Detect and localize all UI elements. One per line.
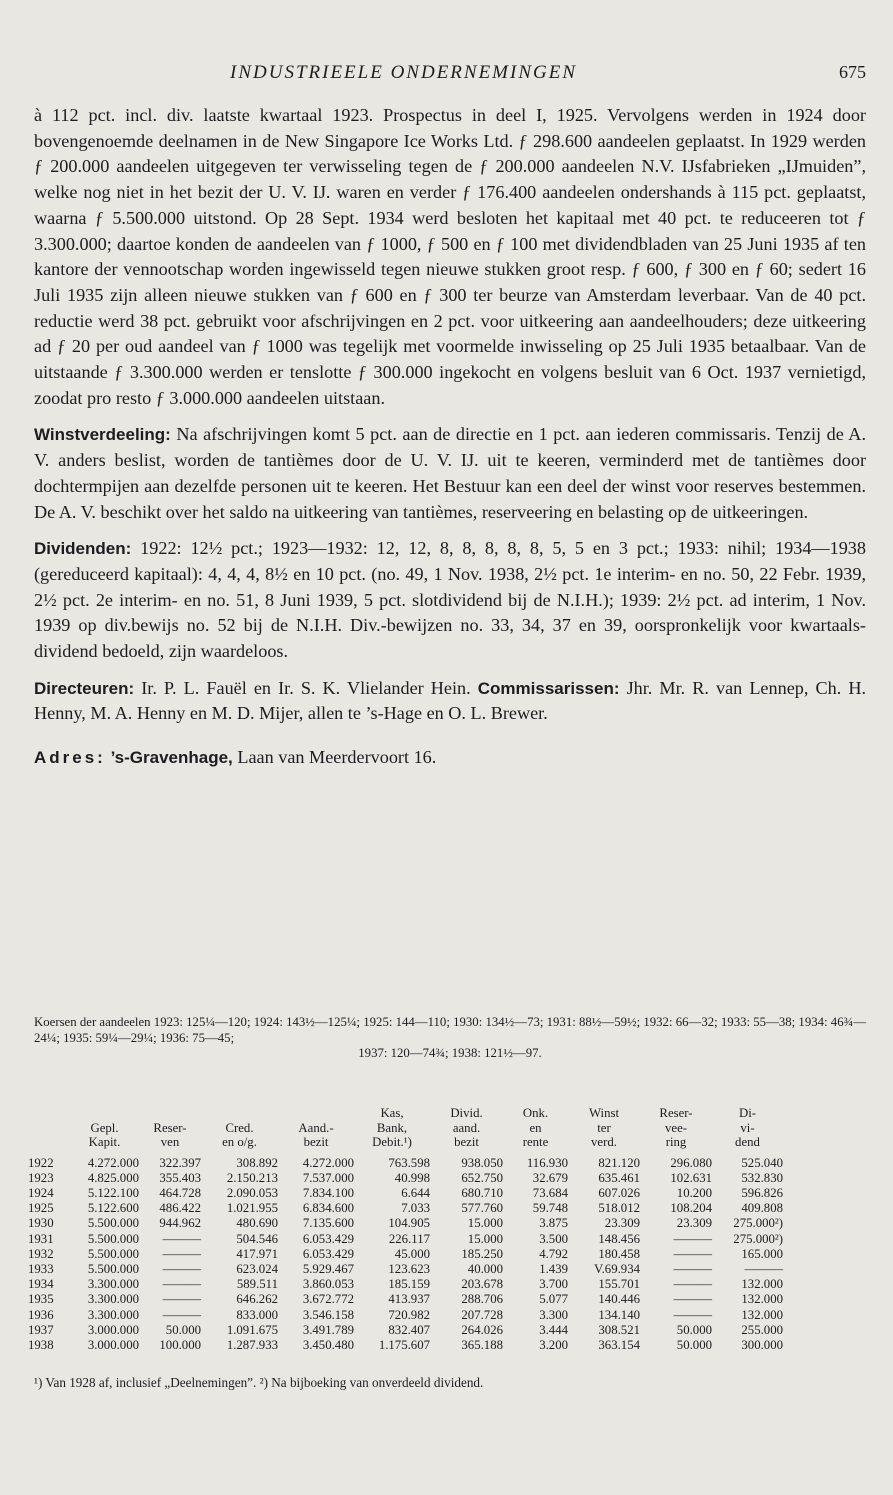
year-cell: 1936: [28, 1307, 54, 1322]
directors-text: Ir. P. L. Fauël en Ir. S. K. Vlielander Hein.: [134, 677, 478, 698]
table-cell: 4.825.000: [87, 1170, 139, 1185]
table-row: [28, 1156, 783, 1171]
table-cell: 50.000: [676, 1337, 712, 1352]
table-cell: 6.834.600: [302, 1201, 354, 1216]
table-cell: 3.860.053: [302, 1277, 354, 1292]
address-city: ’s-Gravenhage,: [105, 748, 233, 768]
table-cell: 32.679: [532, 1170, 568, 1185]
table-cell: 132.000: [741, 1292, 783, 1307]
table-cell: 185.159: [388, 1277, 430, 1292]
share-prices: [34, 1015, 866, 1062]
column-header: Gepl. Kapit.: [88, 1120, 121, 1149]
dividends-label: Dividenden:: [34, 539, 132, 559]
table-cell: 308.521: [598, 1322, 640, 1337]
table-cell: 480.690: [236, 1216, 278, 1231]
column-header: [28, 1106, 70, 1156]
table-cell: 140.446: [598, 1292, 640, 1307]
table-cell: 308.892: [236, 1155, 278, 1170]
table-cell: 1.091.675: [226, 1322, 278, 1337]
table-cell: 680.710: [461, 1185, 503, 1200]
year-cell: 1924: [28, 1185, 54, 1200]
column-header: Reser- vee- ring: [659, 1106, 693, 1149]
table-cell: 596.826: [741, 1185, 783, 1200]
table-cell: 108.204: [670, 1201, 712, 1216]
address-label: Adres:: [34, 748, 106, 768]
table-cell: ———: [673, 1307, 712, 1322]
table-cell: 5.122.100: [87, 1185, 139, 1200]
table-cell: 2.150.213: [226, 1170, 278, 1185]
table-cell: 255.000: [741, 1322, 783, 1337]
table-cell: 180.458: [598, 1246, 640, 1261]
table-cell: 409.808: [741, 1201, 783, 1216]
table-cell: 4.272.000: [87, 1155, 139, 1170]
table-row: [28, 1262, 783, 1277]
table-cell: 2.090.053: [226, 1185, 278, 1200]
table-cell: 3.491.789: [302, 1322, 354, 1337]
table-cell: 6.644: [401, 1185, 430, 1200]
column-header: Di- vi- dend: [735, 1106, 760, 1149]
table-cell: 3.672.772: [302, 1292, 354, 1307]
table-cell: 1.439: [539, 1261, 568, 1276]
table-cell: ———: [673, 1292, 712, 1307]
table-cell: 155.701: [598, 1277, 640, 1292]
table-cell: 635.461: [598, 1170, 640, 1185]
table-cell: 5.500.000: [87, 1246, 139, 1261]
table-cell: ———: [162, 1292, 201, 1307]
column-header: Onk. en rente: [522, 1106, 549, 1149]
table-row: [28, 1232, 783, 1247]
table-cell: 10.200: [676, 1185, 712, 1200]
table-cell: 3.000.000: [87, 1322, 139, 1337]
table-cell: ———: [673, 1246, 712, 1261]
page-number: 675: [839, 62, 866, 82]
table-cell: 518.012: [598, 1201, 640, 1216]
commissioners-text: Jhr. Mr. R. van Lennep, Ch. H. Henny, M. A. Henny en M. D. Mijer, allen te ’s-Hage en O. L. Brewer.: [34, 677, 867, 724]
table-cell: 1.287.933: [226, 1337, 278, 1352]
capital-history-paragraph: à 112 pct. incl. div. laatste kwartaal 1923. Prospectus in deel I, 1925. Vervolgens werden in 1924 door bovengenoemde deelnamen in de New Singapore Ice Works Ltd. ƒ 298.600 aandeelen geplaatst. In 1929 werden ƒ 200.000 aandeelen uitgegeven ter verwisseling tegen de ƒ 200.000 aandeelen N.V. IJsfabrieken „IJmuiden”, welke nog niet in het bezit der U. V. IJ. waren en verder ƒ 176.400 aandeelen ondershands à 115 pct. geplaatst, waarna ƒ 5.500.000 uitstond. Op 28 Sept. 1934 werd besloten het kapitaal met 40 pct. te reduceeren tot ƒ 3.300.000; daartoe konden de aandeelen van ƒ 1000, ƒ 500 en ƒ 100 met dividendbladen van 25 Juni 1935 af ten kantore der vennootschap worden ingewisseld tegen nieuwe stukken groot resp. ƒ 600, ƒ 300 en ƒ 60; sedert 16 Juli 1935 zijn alleen nieuwe stukken van ƒ 600 en ƒ 300 ter beurze van Amsterdam leverbaar. Van de 40 pct. reductie werd 38 pct. gebruikt voor afschrijvingen en 2 pct. voor uitkeering aan aandeelhouders; deze uitkeering ad ƒ 20 per oud aandeel van ƒ 1000 was tegelijk met voormelde inwisseling op 25 Juli 1935 betaalbaar. Van de uitstaande ƒ 3.300.000 werden er tenslotte ƒ 300.000 ingekocht en volgens besluit van 6 Oct. 1937 vernietigd, zoodat pro resto ƒ 3.000.000 aandeelen uitstaan.: [34, 105, 866, 408]
table-row: [28, 1338, 783, 1353]
table-row: [28, 1201, 783, 1216]
table-cell: 504.546: [236, 1231, 278, 1246]
table-cell: ———: [744, 1261, 783, 1276]
share-prices-line: Koersen der aandeelen 1923: 125¼—120; 1924: 143½—125¼; 1925: 144—110; 1930: 134½—73; 1931: 88½—59½; 1932: 66—32; 1933: 55—38; 1934: 46¾—24¼; 1935: 59¼—29¼; 1936: 75—45;: [34, 1015, 866, 1045]
table-cell: 763.598: [388, 1155, 430, 1170]
column-header: Kas, Bank, Debit.¹): [372, 1106, 412, 1149]
table-cell: 577.760: [461, 1201, 503, 1216]
table-cell: 100.000: [159, 1337, 201, 1352]
table-cell: 40.998: [394, 1170, 430, 1185]
profit-distribution-text: Na afschrijvingen komt 5 pct. aan de directie en 1 pct. aan iederen commissaris. Tenzij de A. V. anders beslist, worden de tantièmes door de U. V. IJ. uit te keeren, verminderd met de tantièmes door dochtermpijen aan dezelfde personen uit te keeren. Het Bestuur kan een deel der winst voor reserves bestemmen. De A. V. beschikt over het saldo na uitkeering van tantièmes, reserveering en belasting op de uitkeeringen.: [34, 424, 866, 522]
column-header: Divid. aand. bezit: [450, 1106, 483, 1149]
table-cell: 3.300.000: [87, 1277, 139, 1292]
running-title: INDUSTRIEELE ONDERNEMINGEN: [230, 62, 578, 83]
table-cell: ———: [162, 1261, 201, 1276]
management-paragraph: [34, 676, 866, 727]
profit-distribution-label: Winstverdeeling:: [34, 425, 171, 445]
share-prices-line: 1937: 120—74¾; 1938: 121½—97.: [358, 1046, 542, 1061]
table-cell: ———: [162, 1246, 201, 1261]
table-cell: 7.135.600: [302, 1216, 354, 1231]
table-cell: 3.546.158: [302, 1307, 354, 1322]
directors-label: Directeuren:: [34, 678, 135, 698]
year-cell: 1933: [28, 1261, 54, 1276]
table-row: [28, 1247, 783, 1262]
year-cell: 1925: [28, 1201, 54, 1216]
table-cell: 821.120: [598, 1155, 640, 1170]
table-cell: 165.000: [741, 1246, 783, 1261]
table-cell: 3.000.000: [87, 1337, 139, 1352]
table-cell: 185.250: [461, 1246, 503, 1261]
table-cell: 116.930: [526, 1155, 568, 1170]
year-cell: 1922: [28, 1155, 54, 1170]
table-cell: 5.500.000: [87, 1231, 139, 1246]
year-cell: 1931: [28, 1231, 54, 1246]
table-cell: 464.728: [159, 1185, 201, 1200]
table-cell: V.69.934: [594, 1261, 640, 1276]
table-cell: 3.500: [539, 1231, 568, 1246]
table-header-row: [28, 1106, 783, 1156]
table-row: [28, 1186, 783, 1201]
column-header: Reser- ven: [153, 1120, 187, 1149]
column-header: Winst ter verd.: [588, 1106, 620, 1149]
table-cell: 203.678: [461, 1277, 503, 1292]
table-cell: 623.024: [236, 1261, 278, 1276]
table-cell: 288.706: [461, 1292, 503, 1307]
table-cell: 525.040: [741, 1155, 783, 1170]
table-cell: 102.631: [670, 1170, 712, 1185]
dividends-text: 1922: 12½ pct.; 1923—1932: 12, 12, 8, 8, 8, 8, 8, 5, 5 en 3 pct.; 1933: nihil; 1934—1938 (gereduceerd kapitaal): 4, 4, 4, 8½ en 10 pct. (no. 49, 1 Nov. 1938, 2½ pct. 1e interim- en no. 50, 22 Febr. 1939, 2½ pct. 2e interim- en no. 51, 8 Juni 1939, 5 pct. slotdividend bij de N.I.H.); 1939: 2½ pct. ad interim, 1 Nov. 1939 op div.bewijs no. 52 bij de N.I.H. Div.-bewijzen no. 33, 34, 37 en 39, oorspronkelijk voor kwartaals-dividend bedoeld, zijn waardeloos.: [34, 538, 866, 662]
table-cell: 532.830: [741, 1170, 783, 1185]
address-street: Laan van Meerdervoort 16.: [232, 747, 437, 768]
table-cell: 207.728: [461, 1307, 503, 1322]
table-cell: 7.537.000: [302, 1170, 354, 1185]
column-header: Cred. en o/g.: [222, 1120, 257, 1149]
table-cell: ———: [162, 1307, 201, 1322]
table-row: [28, 1292, 783, 1307]
table-cell: 5.500.000: [87, 1216, 139, 1231]
table-cell: 300.000: [741, 1337, 783, 1352]
table-cell: 104.905: [388, 1216, 430, 1231]
table-cell: 275.000²): [733, 1231, 783, 1246]
company-description: [34, 103, 866, 771]
year-cell: 1934: [28, 1277, 54, 1292]
table-cell: 1.021.955: [226, 1201, 278, 1216]
table-cell: 646.262: [236, 1292, 278, 1307]
table-cell: ———: [162, 1277, 201, 1292]
table-cell: 365.188: [461, 1337, 503, 1352]
year-cell: 1923: [28, 1170, 54, 1185]
table-cell: 23.309: [604, 1216, 640, 1231]
commissioners-label: Commissarissen:: [477, 678, 620, 698]
table-cell: 296.080: [670, 1155, 712, 1170]
table-cell: 264.026: [461, 1322, 503, 1337]
table-cell: 226.117: [388, 1231, 430, 1246]
table-cell: 7.033: [401, 1201, 430, 1216]
table-cell: 148.456: [598, 1231, 640, 1246]
year-cell: 1937: [28, 1322, 54, 1337]
table-cell: 363.154: [598, 1337, 640, 1352]
table-cell: 23.309: [676, 1216, 712, 1231]
table-cell: 50.000: [165, 1322, 201, 1337]
table-cell: 45.000: [394, 1246, 430, 1261]
table-cell: 15.000: [467, 1216, 503, 1231]
table-cell: 322.397: [159, 1155, 201, 1170]
table-cell: 4.792: [539, 1246, 568, 1261]
table-body: [28, 1156, 783, 1354]
table-cell: 134.140: [598, 1307, 640, 1322]
table-cell: 275.000²): [733, 1216, 783, 1231]
table-cell: 607.026: [598, 1185, 640, 1200]
table-cell: 3.200: [539, 1337, 568, 1352]
column-header: Aand.- bezit: [298, 1120, 334, 1149]
table-cell: 123.623: [388, 1261, 430, 1276]
table-row: [28, 1323, 783, 1338]
table-cell: 417.971: [236, 1246, 278, 1261]
table-cell: 59.748: [532, 1201, 568, 1216]
table-cell: 413.937: [388, 1292, 430, 1307]
table-cell: ———: [673, 1261, 712, 1276]
address-paragraph: [34, 745, 866, 771]
year-cell: 1938: [28, 1337, 54, 1352]
page-header: [34, 62, 866, 86]
table-cell: 652.750: [461, 1170, 503, 1185]
year-cell: 1932: [28, 1246, 54, 1261]
table-cell: ———: [162, 1231, 201, 1246]
table-cell: 486.422: [159, 1201, 201, 1216]
table-row: [28, 1171, 783, 1186]
table-row: [28, 1277, 783, 1292]
table-cell: 3.444: [539, 1322, 568, 1337]
profit-distribution-paragraph: [34, 422, 866, 525]
table-footnote: ¹) Van 1928 af, inclusief „Deelnemingen”. ²) Na bijboeking van onverdeeld dividend.: [34, 1375, 484, 1390]
table-cell: 50.000: [676, 1322, 712, 1337]
table-cell: 589.511: [236, 1277, 278, 1292]
table-cell: 3.300.000: [87, 1292, 139, 1307]
table-cell: 3.450.480: [302, 1337, 354, 1352]
dividends-paragraph: [34, 536, 866, 665]
table-cell: 938.050: [461, 1155, 503, 1170]
table-cell: 3.700: [539, 1277, 568, 1292]
table-cell: 944.962: [159, 1216, 201, 1231]
table-cell: 5.077: [539, 1292, 568, 1307]
table-cell: 6.053.429: [302, 1246, 354, 1261]
table-row: [28, 1216, 783, 1231]
table-cell: 3.300.000: [87, 1307, 139, 1322]
table-cell: 7.834.100: [302, 1185, 354, 1200]
year-cell: 1935: [28, 1292, 54, 1307]
table-cell: 1.175.607: [378, 1337, 430, 1352]
table-row: [28, 1308, 783, 1323]
table-cell: 15.000: [467, 1231, 503, 1246]
table-cell: 3.300: [539, 1307, 568, 1322]
year-cell: 1930: [28, 1216, 54, 1231]
table-cell: 5.500.000: [87, 1261, 139, 1276]
table-cell: 132.000: [741, 1277, 783, 1292]
table-cell: 833.000: [236, 1307, 278, 1322]
table-cell: 4.272.000: [302, 1155, 354, 1170]
table-cell: ———: [673, 1231, 712, 1246]
table-cell: 5.929.467: [302, 1261, 354, 1276]
table-cell: 6.053.429: [302, 1231, 354, 1246]
table-cell: 832.407: [388, 1322, 430, 1337]
table-cell: 73.684: [532, 1185, 568, 1200]
table-cell: 5.122.600: [87, 1201, 139, 1216]
table-cell: ———: [673, 1277, 712, 1292]
financial-table: [28, 1106, 783, 1353]
table-cell: 40.000: [467, 1261, 503, 1276]
table-cell: 3.875: [539, 1216, 568, 1231]
table-cell: 355.403: [159, 1170, 201, 1185]
table-cell: 132.000: [741, 1307, 783, 1322]
table-cell: 720.982: [388, 1307, 430, 1322]
